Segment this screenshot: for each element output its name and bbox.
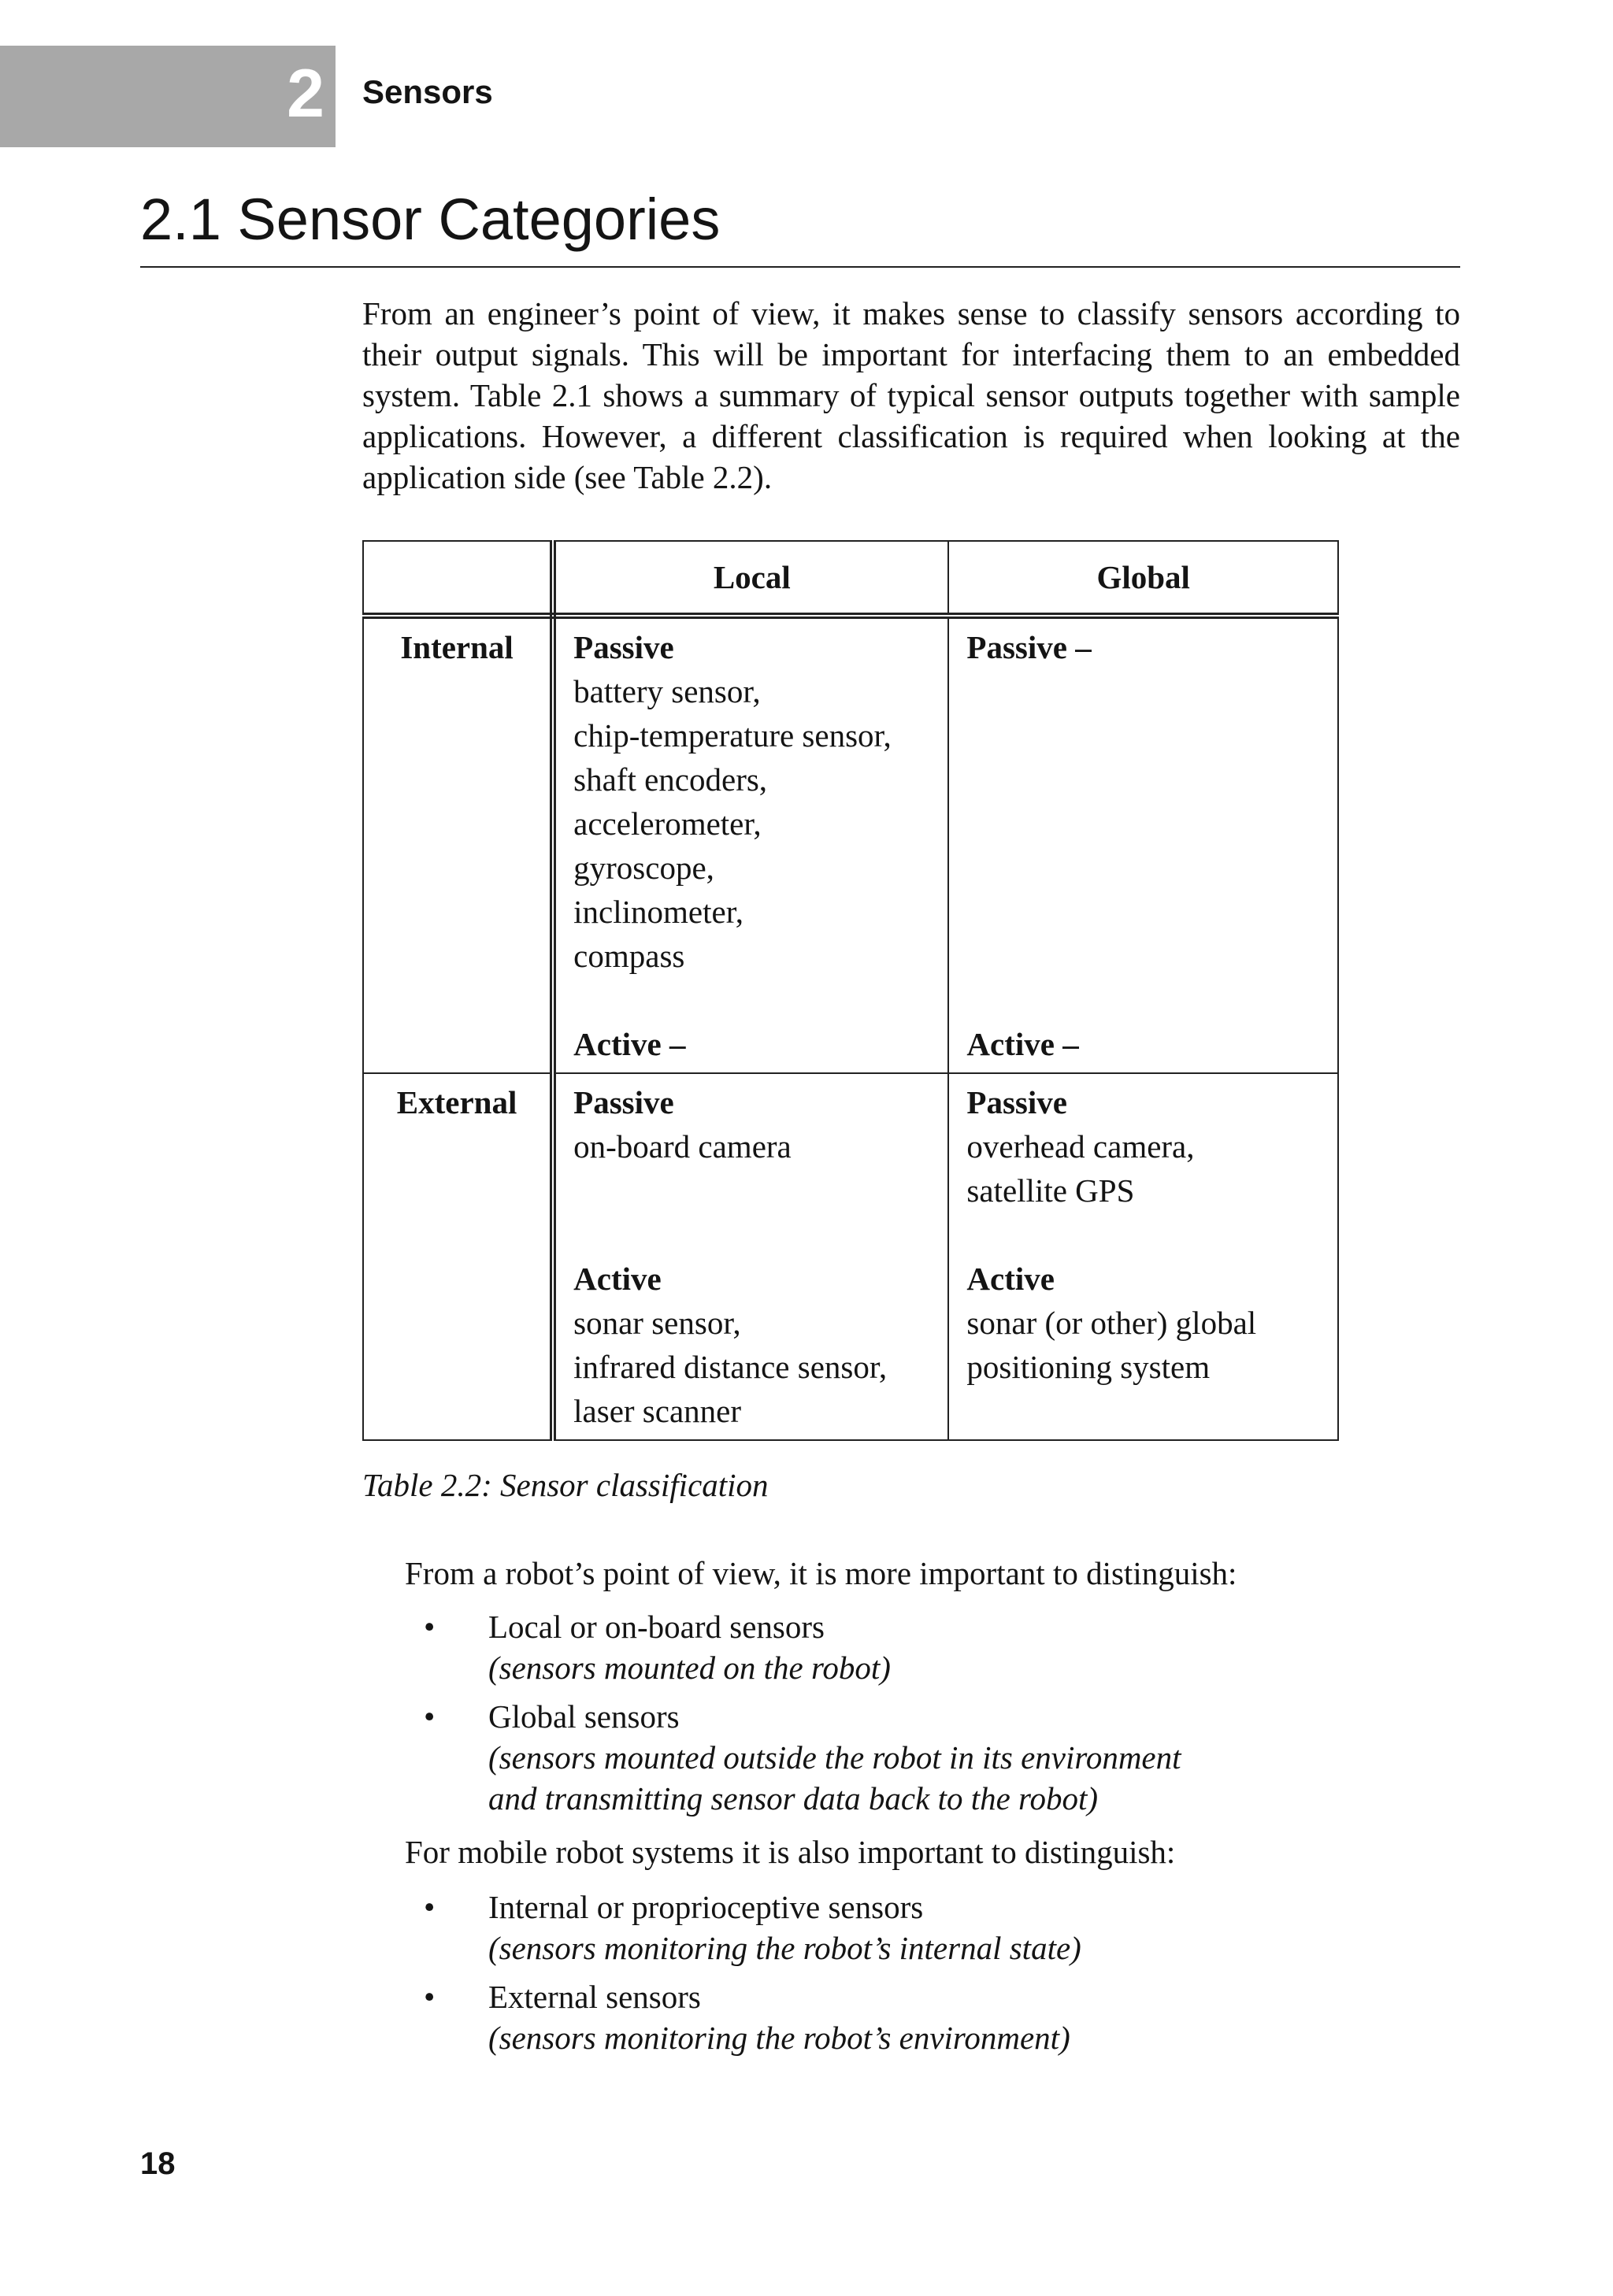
- sensor-classification-table: [362, 540, 1339, 1441]
- list-item: [405, 1887, 1429, 1968]
- sensor-item: compass: [573, 938, 685, 974]
- table-row-external: [363, 1073, 1338, 1440]
- sensor-item: infrared distance sensor,: [573, 1349, 888, 1385]
- sensor-item: sonar sensor,: [573, 1305, 741, 1341]
- running-head: Sensors: [362, 73, 493, 110]
- section-title: 2.1 Sensor Categories: [140, 187, 721, 252]
- bullet-glyph: •: [424, 1979, 436, 2015]
- category-label: Passive –: [966, 629, 1092, 665]
- sensor-item: shaft encoders,: [573, 761, 768, 798]
- category-label: Active –: [966, 1026, 1079, 1062]
- robot-view-lead: From a robot’s point of view, it is more important to distinguish:: [405, 1555, 1237, 1591]
- table-row-internal: [363, 616, 1338, 1073]
- page-number: 18: [140, 2146, 176, 2181]
- list-item: [405, 1976, 1429, 2058]
- list-item-text: External sensors: [488, 1979, 701, 2015]
- spacer: [573, 1168, 947, 1257]
- row-label-internal: Internal: [363, 616, 553, 1073]
- chapter-tab: [0, 46, 336, 147]
- spacer: [966, 669, 1337, 1022]
- bullet-glyph: •: [424, 1698, 436, 1735]
- list-item-text: Local or on-board sensors: [488, 1609, 825, 1645]
- spacer: [573, 978, 947, 1022]
- list-item-note: (sensors mounted on the robot): [488, 1650, 891, 1686]
- chapter-number: 2: [287, 56, 324, 131]
- table-caption: Table 2.2: Sensor classification: [362, 1467, 769, 1503]
- header-corner: [363, 541, 553, 616]
- category-label: Passive: [573, 1084, 674, 1120]
- title-rule: [140, 266, 1460, 268]
- list-item-text: Internal or proprioceptive sensors: [488, 1889, 924, 1925]
- bullet-glyph: •: [424, 1609, 436, 1645]
- sensor-item: battery sensor,: [573, 673, 761, 709]
- list-item-text: Global sensors: [488, 1698, 680, 1735]
- header-local: Local: [553, 541, 948, 616]
- category-label: Active: [966, 1261, 1055, 1297]
- category-label: Passive: [966, 1084, 1067, 1120]
- category-label: Active: [573, 1261, 662, 1297]
- sensor-item: on-board camera: [573, 1128, 792, 1165]
- sensor-item: chip-temperature sensor,: [573, 717, 892, 754]
- sensor-item: laser scanner: [573, 1393, 742, 1429]
- spacer: [966, 1213, 1337, 1257]
- sensor-item: positioning system: [966, 1349, 1211, 1385]
- sensor-item: sonar (or other) global: [966, 1305, 1257, 1341]
- list-item-note: (sensors monitoring the robot’s environment): [488, 2020, 1070, 2056]
- cell-internal-global: [948, 616, 1338, 1073]
- header-global: Global: [948, 541, 1338, 616]
- sensor-item: inclinometer,: [573, 894, 743, 930]
- list-item: [405, 1696, 1429, 1819]
- row-label-external: External: [363, 1073, 553, 1440]
- cell-internal-local: [553, 616, 948, 1073]
- cell-external-local: [553, 1073, 948, 1440]
- mobile-view-lead: For mobile robot systems it is also important to distinguish:: [405, 1834, 1176, 1870]
- category-label: Passive: [573, 629, 674, 665]
- intro-paragraph: From an engineer’s point of view, it makes sense to classify sensors according to their output signals. This will be important for interfacing them to an embedded system. Table 2.1 shows a summary of typical sensor outputs together with sample applications. However, a different classification is required when looking at the application side (see Table 2.2).: [362, 295, 1460, 495]
- list-item: [405, 1606, 1429, 1688]
- sensor-item: accelerometer,: [573, 805, 762, 842]
- sensor-item: gyroscope,: [573, 850, 714, 886]
- sensor-item: satellite GPS: [966, 1172, 1135, 1209]
- mobile-view-list: [405, 1887, 1429, 2066]
- list-item-note: and transmitting sensor data back to the robot): [488, 1780, 1099, 1816]
- table-header-row: [363, 541, 1338, 616]
- cell-external-global: [948, 1073, 1338, 1440]
- list-item-note: (sensors mounted outside the robot in its environment: [488, 1739, 1181, 1776]
- sensor-item: overhead camera,: [966, 1128, 1195, 1165]
- bullet-glyph: •: [424, 1889, 436, 1925]
- category-label: Active –: [573, 1026, 686, 1062]
- list-item-note: (sensors monitoring the robot’s internal state): [488, 1930, 1081, 1966]
- robot-view-list: [405, 1606, 1429, 1827]
